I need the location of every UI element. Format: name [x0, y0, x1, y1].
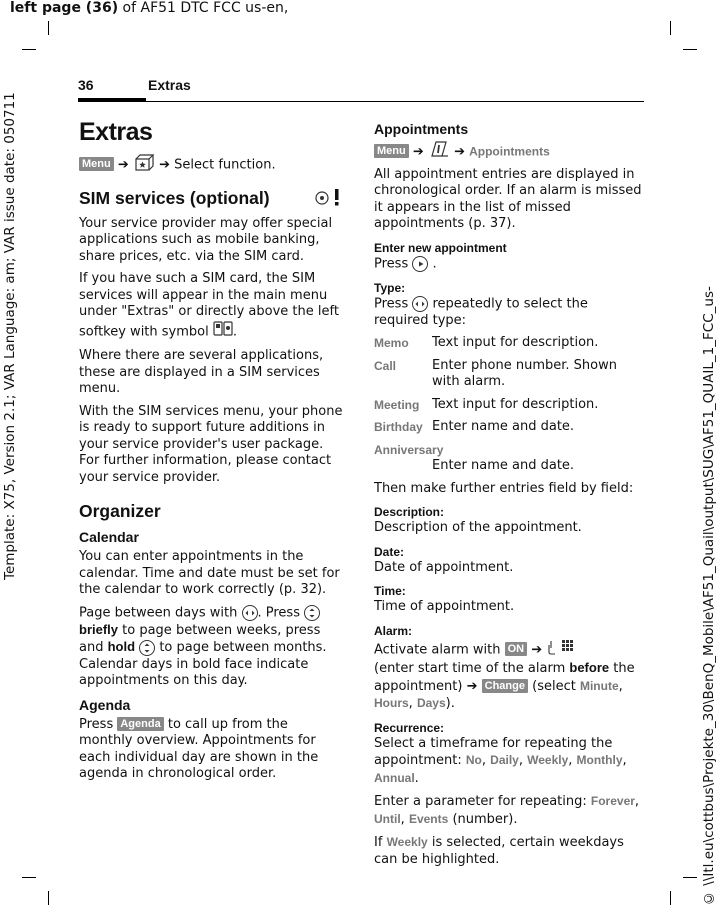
arrow-right-icon: ➔ [117, 157, 129, 173]
change-softkey: Change [482, 679, 528, 693]
label-date: Date: [374, 544, 405, 559]
right-column [374, 120, 642, 874]
nav-instruction: Select function. [174, 157, 276, 173]
sim-operator-icon [314, 187, 344, 212]
crop-mark [48, 21, 49, 35]
template-info-margin: Template: X75, Version 2.1; VAR Language: am; VAR issue date: 050711 [2, 92, 18, 580]
nav-up-down-icon [139, 640, 155, 656]
type-row: Meeting Text input for description. [374, 396, 599, 412]
type-row: Birthday Enter name and date. [374, 419, 575, 434]
label-enter-new-appointment: Enter new appointment [374, 240, 507, 255]
sim-paragraph: With the SIM services menu, your phone is ready to support future additions in your service provider's user package. For further information, please contact your service provider. [79, 403, 343, 485]
on-softkey: ON [505, 642, 528, 656]
nav-path [374, 140, 642, 164]
subsection-title-calendar: Calendar [79, 529, 139, 545]
date-text: Date of appointment. [374, 559, 514, 575]
page-running-title: Extras [148, 77, 191, 93]
recurrence-text: Select a timeframe for repeating the appointment: No, Daily, Weekly, Monthly, Annual. [374, 735, 627, 786]
sim-paragraph: If you have such a SIM card, the SIM services will appear in the main menu under "Extras" or directly above the left softkey with symbol . [79, 271, 344, 342]
time-text: Time of appointment. [374, 599, 515, 614]
agenda-softkey: Agenda [117, 717, 163, 731]
arrow-right-icon: ➔ [454, 144, 465, 160]
crop-mark [670, 21, 671, 35]
sim-softkey-symbol-icon [213, 321, 233, 343]
organizer-menu-icon [428, 140, 450, 164]
extras-menu-icon [133, 153, 155, 177]
section-title-sim: SIM services (optional) [79, 187, 344, 212]
left-column [79, 117, 344, 789]
description-text: Description of the appointment. [374, 520, 582, 535]
nav-target-appointments: Appointments [469, 144, 550, 159]
type-row: Memo Text input for description. [374, 335, 599, 350]
nav-up-down-icon [304, 605, 320, 621]
label-time: Time: [374, 584, 406, 598]
calendar-paragraph: You can enter appointments in the calendar. Time and date must be set for the calendar to work correctly (p. 32). [79, 549, 340, 597]
type-instruction: Press repeatedly to select the required type: [374, 296, 588, 328]
page-heading: Extras [79, 118, 153, 146]
menu-key: Menu [79, 157, 114, 171]
appointments-intro: All appointment entries are displayed in chronological order. If an alarm is missed it appears in the list of missed appointments (p. 37). [374, 166, 642, 231]
calendar-paragraph: Page between days with . Press briefly to page between weeks, press and hold to page between months. Calendar days in bold face indicate appointments on this day. [79, 605, 327, 688]
label-recurrence: Recurrence: [374, 720, 445, 735]
arrow-right-icon: ➔ [466, 678, 478, 694]
menu-key: Menu [374, 144, 409, 158]
crop-mark [670, 891, 671, 905]
repeat-parameter-text: Enter a parameter for repeating: Forever, Until, Events (number). [374, 794, 640, 827]
label-type: Type: [374, 280, 406, 295]
weekly-text: If Weekly is selected, certain weekdays can be highlighted. [374, 835, 624, 867]
agenda-paragraph: Press Agenda to call up from the monthly overview. Appointments for each individual day are shown in the agenda in chronological order. [79, 716, 319, 781]
label-alarm: Alarm: [374, 623, 413, 638]
arrow-right-icon: ➔ [159, 157, 170, 173]
nav-path [79, 153, 344, 177]
nav-right-icon [412, 256, 428, 272]
type-row-anniversary: Anniversary Enter name and date. [374, 442, 575, 473]
type-row: Call Enter phone number. Shown with alarm. [374, 357, 617, 389]
page-number: 36 [78, 77, 94, 93]
nav-left-right-icon [412, 296, 428, 312]
keypad-entry-icon [546, 639, 576, 661]
sim-paragraph: Where there are several applications, these are displayed in a SIM services menu. [79, 348, 324, 396]
document-source-label: left page (36) of AF51 DTC FCC us-en, [10, 0, 289, 16]
arrow-right-icon: ➔ [531, 641, 543, 657]
subsection-title-agenda: Agenda [79, 696, 131, 713]
crop-mark [22, 49, 36, 50]
file-path-margin: © \\Itl.eu\cottbus\Projekte_30\BenQ_Mobile\AF51_Quail\output\SUG\AF51_QUAIL_1_FCC_us- [701, 286, 717, 906]
header-rule [78, 101, 644, 102]
section-title-organizer: Organizer [79, 501, 161, 521]
arrow-right-icon: ➔ [412, 144, 424, 160]
crop-mark [683, 877, 697, 878]
label-description: Description: [374, 505, 445, 519]
crop-mark [48, 891, 49, 905]
crop-mark [22, 877, 36, 878]
subsection-title-appointments: Appointments [374, 121, 469, 137]
sim-paragraph: Your service provider may offer special applications such as mobile banking, share prices, etc. via the SIM card. [79, 215, 333, 264]
enter-new-instruction: Press . [374, 256, 437, 271]
alarm-text: Activate alarm with ON ➔ (enter start time of the alarm before the appointment) ➔ Change (select Minute, Hours, Days). [374, 639, 642, 713]
crop-mark [683, 49, 697, 50]
then-text: Then make further entries field by field: [374, 480, 634, 496]
nav-left-right-icon [242, 605, 258, 621]
